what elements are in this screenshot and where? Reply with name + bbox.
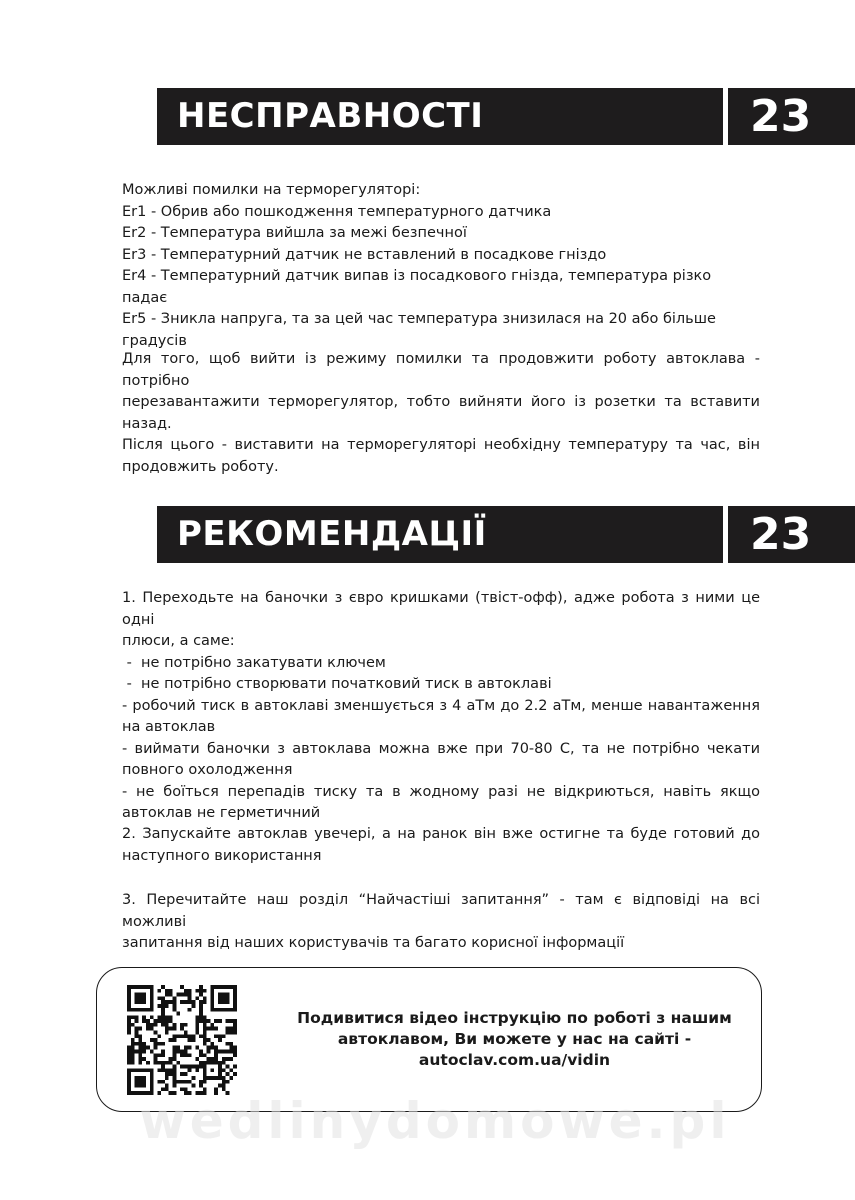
card-line: автоклавом, Ви можете у нас на сайті - [337, 1030, 692, 1048]
error-item: Er3 - Температурний датчик не вставлений в посадкове гніздо [122, 246, 607, 263]
error-list [122, 180, 760, 352]
site-link[interactable]: autoclav.com.ua/vidin [418, 1051, 611, 1069]
rec-line: плюси, а саме: [122, 633, 235, 649]
rec-line: повного охолодження [122, 762, 293, 778]
rec-line: автоклав не герметичний [122, 805, 321, 821]
rec-line: наступного використання [122, 847, 322, 864]
paragraph-line: перезавантажити терморегулятор, тобто вийняти його із розетки та вставити назад. [122, 394, 760, 432]
rec-bullet: - не потрібно створювати початковий тиск в автоклаві [122, 676, 552, 692]
error-item: Er2 - Температура вийшла за межі безпечної [122, 225, 467, 241]
rec-bullet: - робочий тиск в автоклаві зменшується з 4 аТм до 2.2 аТм, менше навантаження [122, 697, 760, 714]
paragraph-line: Після цього - виставити на терморегуляторі необхідну температуру та час, він [122, 437, 760, 453]
recommendation-2 [122, 824, 760, 867]
page-number: 23 [728, 506, 855, 563]
rec-line: 1. Переходьте на баночки з євро кришками (твіст-офф), адже робота з ними це одні [122, 590, 760, 628]
error-item: Er4 - Температурний датчик випав із посадкового гнізда, температура різко падає [122, 268, 712, 306]
recommendation-1 [122, 588, 760, 825]
qr-code-icon[interactable] [127, 985, 237, 1095]
rec-line: запитання від наших користувачів та багато корисної інформації [122, 935, 625, 951]
rec-bullet: - не потрібно закатувати ключем [122, 654, 386, 671]
watermark: wedlinydomowe.pl [139, 1092, 731, 1150]
error-item: Er1 - Обрив або пошкодження температурного датчика [122, 203, 552, 220]
card-line: Подивитися відео інструкцію по роботі з нашим [297, 1009, 732, 1027]
page-number: 23 [728, 88, 855, 145]
paragraph-line: продовжить роботу. [122, 458, 279, 475]
section-title-faults: НЕСПРАВНОСТІ [157, 88, 723, 145]
reset-paragraph [122, 349, 760, 478]
rec-line: 3. Перечитайте наш розділ “Найчастіші запитання” - там є відповіді на всі можливі [122, 892, 760, 930]
paragraph-line: Для того, щоб вийти із режиму помилки та продовжити роботу автоклава - потрібно [122, 351, 760, 389]
section-title-recommendations: РЕКОМЕНДАЦІЇ [157, 506, 723, 563]
error-item: Er5 - Зникла напруга, та за цей час температура знизилася на 20 або більше градусів [122, 311, 716, 349]
video-instruction-text [287, 1008, 742, 1071]
recommendation-3 [122, 890, 760, 955]
rec-line: на автоклав [122, 719, 216, 735]
video-instruction-card [96, 967, 762, 1112]
rec-bullet: - виймати баночки з автоклава можна вже при 70-80 С, та не потрібно чекати [122, 740, 760, 757]
rec-line: 2. Запускайте автоклав увечері, а на ранок він вже остигне та буде готовий до [122, 826, 760, 842]
error-intro: Можливі помилки на терморегуляторі: [122, 182, 421, 198]
rec-bullet: - не боїться перепадів тиску та в жодному разі не відкриються, навіть якщо [122, 783, 760, 800]
